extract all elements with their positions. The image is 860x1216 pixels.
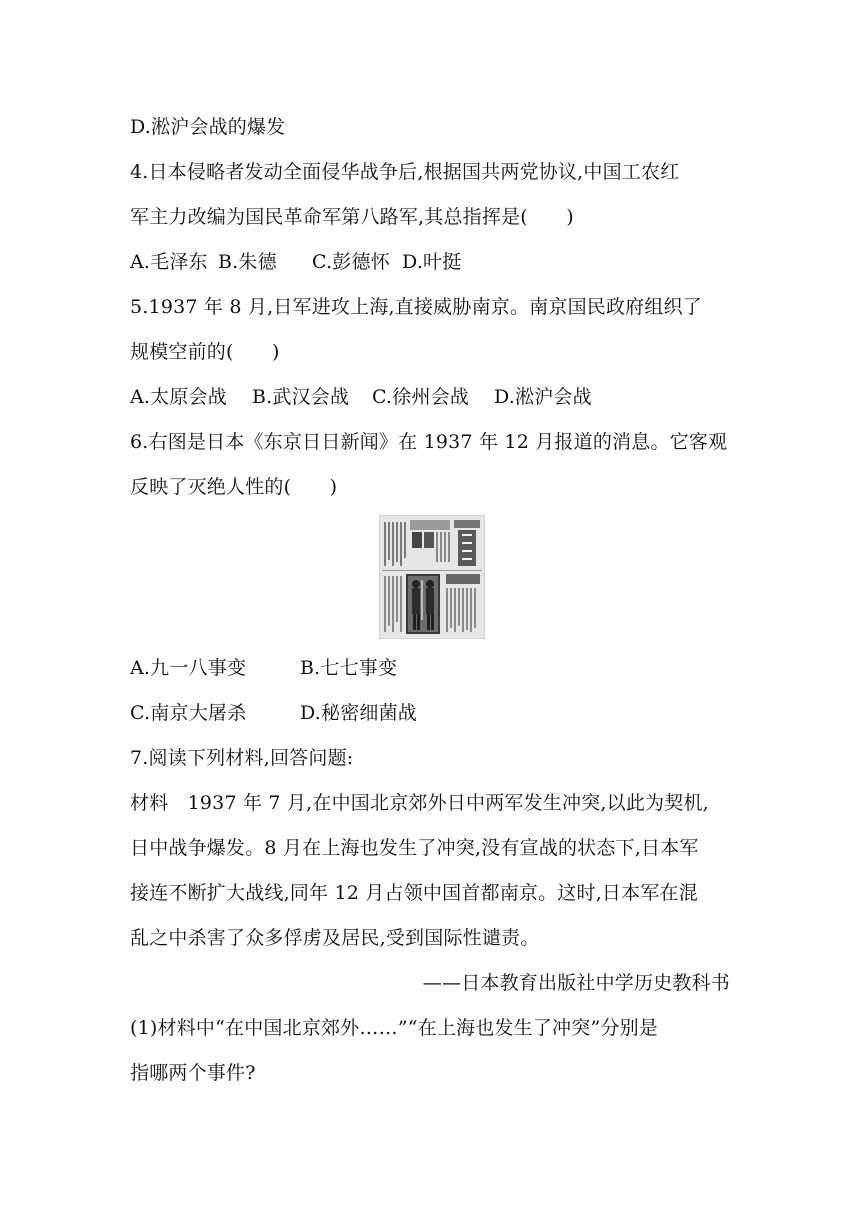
q4-options xyxy=(130,249,730,275)
q6-option-c: C.南京大屠杀 xyxy=(130,702,247,724)
q6-option-b: B.七七事变 xyxy=(300,657,398,679)
q6-option-d: D.秘密细菌战 xyxy=(300,702,417,724)
q7-sub1-line2: 指哪两个事件? xyxy=(130,1062,256,1084)
q6-stem-line2: 反映了灭绝人性的( ) xyxy=(130,476,338,498)
q3-option-d: D.淞沪会战的爆发 xyxy=(130,116,286,138)
q6-options-row1 xyxy=(130,655,730,681)
q6-options-row2 xyxy=(130,700,730,726)
q5-option-a: A.太原会战 xyxy=(130,386,227,408)
q4-stem-line1: 4.日本侵略者发动全面侵华战争后,根据国共两党协议,中国工农红 xyxy=(130,161,680,183)
q7-material-line4: 乱之中杀害了众多俘虏及居民,受到国际性谴责。 xyxy=(130,927,540,949)
q7-stem: 7.阅读下列材料,回答问题: xyxy=(130,747,354,769)
q6-option-a: A.九一八事变 xyxy=(130,657,247,679)
q7-material-line3: 接连不断扩大战线,同年 12 月占领中国首都南京。这时,日本军在混 xyxy=(130,882,698,904)
q5-stem-line1: 5.1937 年 8 月,日军进攻上海,直接威胁南京。南京国民政府组织了 xyxy=(130,296,702,318)
q4-stem-line2: 军主力改编为国民革命军第八路军,其总指挥是( ) xyxy=(130,206,574,228)
q6-stem-line1: 6.右图是日本《东京日日新闻》在 1937 年 12 月报道的消息。它客观 xyxy=(130,431,728,453)
q7-source: ——日本教育出版社中学历史教科书 xyxy=(422,972,730,994)
newspaper-image xyxy=(379,515,485,639)
q4-option-a: A.毛泽东 xyxy=(130,251,208,273)
q5-options xyxy=(130,384,730,410)
document-page xyxy=(130,0,730,1216)
q5-option-b: B.武汉会战 xyxy=(252,386,350,408)
q5-stem-line2: 规模空前的( ) xyxy=(130,341,280,363)
q7-material-line1: 材料 1937 年 7 月,在中国北京郊外日中两军发生冲突,以此为契机, xyxy=(130,792,709,814)
q7-sub1-line1: (1)材料中“在中国北京郊外……”“在上海也发生了冲突”分别是 xyxy=(130,1017,658,1039)
q4-option-c: C.彭德怀 xyxy=(312,251,390,273)
q5-option-c: C.徐州会战 xyxy=(372,386,470,408)
q7-material-line2: 日中战争爆发。8 月在上海也发生了冲突,没有宣战的状态下,日本军 xyxy=(130,837,699,859)
q4-option-b: B.朱德 xyxy=(218,251,277,273)
newspaper-clipping-illustration xyxy=(380,516,484,638)
q4-option-d: D.叶挺 xyxy=(402,251,462,273)
q5-option-d: D.淞沪会战 xyxy=(494,386,592,408)
